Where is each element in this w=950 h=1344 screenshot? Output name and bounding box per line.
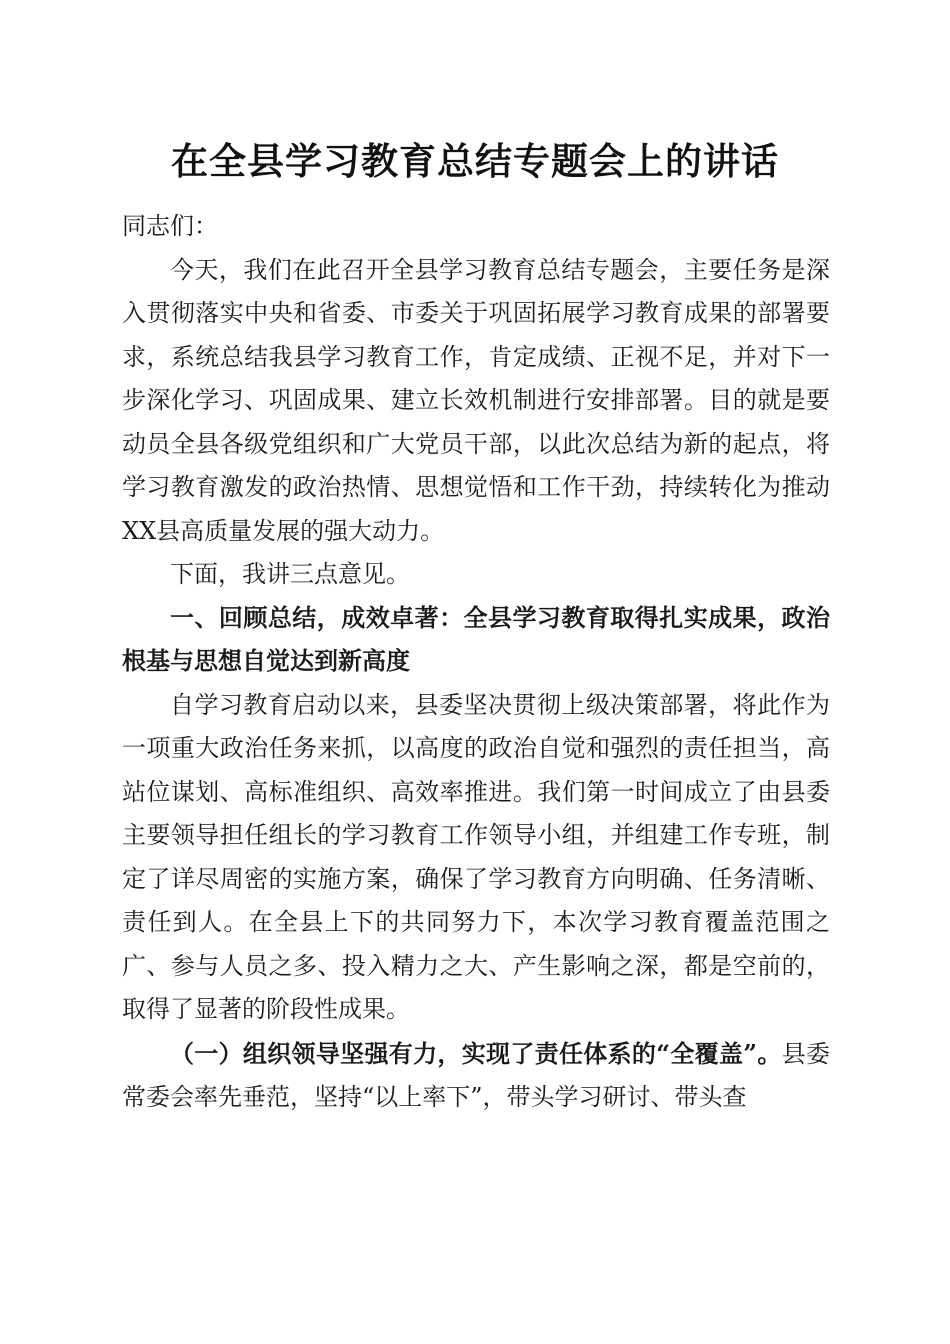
point-one-paragraph <box>122 1032 830 1120</box>
document-body <box>122 205 830 1120</box>
point-one-text: 县委常委会率先垂范，坚持“以上率下”，带头学习研讨、带头查 <box>122 1039 830 1111</box>
transition-paragraph: 下面，我讲三点意见。 <box>170 560 410 588</box>
opening-paragraph: 今天，我们在此召开全县学习教育总结专题会，主要任务是深入贯彻落实中央和省委、市委关于巩固拓展学习教育成果的部署要求，系统总结我县学习教育工作，肯定成绩、正视不足，并对下一步深化学习、巩固成果、建立长效机制进行安排部署。目的就是要动员全县各级党组织和广大党员干部，以此次总结为新的起点，将学习教育激发的政治热情、思想觉悟和工作干劲，持续转化为推动XX县高质量发展的强大动力。 <box>122 255 830 545</box>
page-title: 在全县学习教育总结专题会上的讲话 <box>171 139 779 183</box>
section-one-intro: 自学习教育启动以来，县委坚决贯彻上级决策部署，将此作为一项重大政治任务来抓，以高度的政治自觉和强烈的责任担当，高站位谋划、高标准组织、高效率推进。我们第一时间成立了由县委主要领导担任组长的学习教育工作领导小组，并组建工作专班，制定了详尽周密的实施方案，确保了学习教育方向明确、任务清晰、责任到人。在全县上下的共同努力下，本次学习教育覆盖范围之广、参与人员之多、投入精力之大、产生影响之深，都是空前的，取得了显著的阶段性成果。 <box>122 690 830 1023</box>
section-one-heading: 一、回顾总结，成效卓著：全县学习教育取得扎实成果，政治根基与思想自觉达到新高度 <box>122 603 830 675</box>
salutation: 同志们： <box>122 212 218 240</box>
point-one-title: （一）组织领导坚强有力，实现了责任体系的“全覆盖”。 <box>170 1038 782 1068</box>
